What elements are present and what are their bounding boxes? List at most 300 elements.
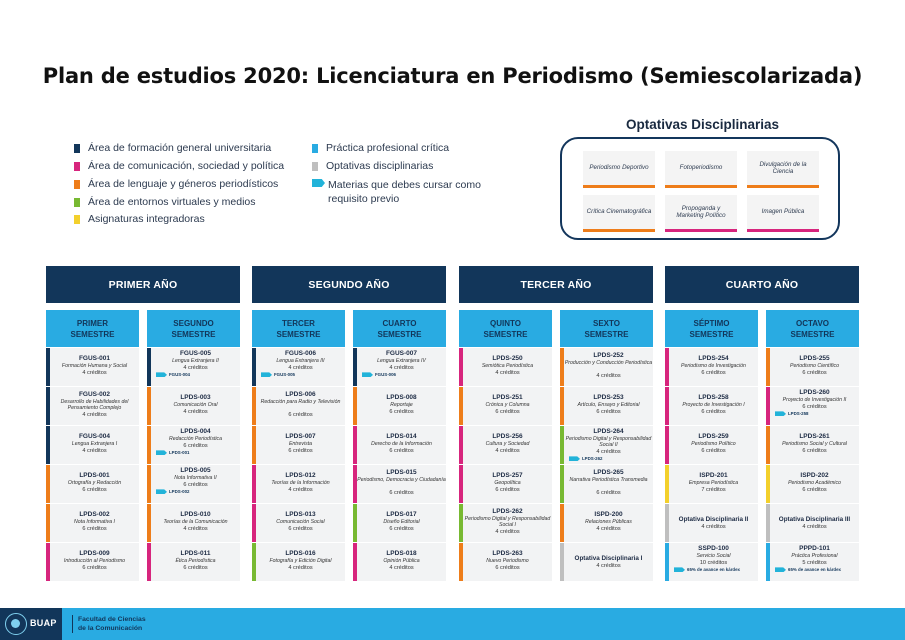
course-name: Lengua Extranjera I [71,441,118,447]
course-credits: 4 créditos [495,529,520,535]
course-credits: 6 créditos [389,526,414,532]
semester-header [459,310,552,347]
course-requisite [156,450,190,456]
requisite-code: LPDS-002 [169,489,190,494]
course-code: ISPD-201 [699,472,728,479]
optativa-label: Propoganda y Marketing Político [676,204,726,219]
course-credits: 4 créditos [389,565,414,571]
page-title: Plan de estudios 2020: Licenciatura en Periodismo (Semiescolarizada) [42,64,863,88]
course-card[interactable] [353,426,446,464]
course-credits: 4 créditos [701,524,726,530]
course-code: FGUS-001 [78,355,111,362]
semester-label-line1: PRIMER [76,318,109,328]
requisite-arrow-icon [156,372,167,377]
course-requisite [156,489,190,495]
semester-label [483,318,527,340]
course-card[interactable] [560,504,653,542]
requisite-arrow-icon [312,179,325,187]
semester-label-line2: SEMESTRE [584,329,629,339]
course-code: LPDS-262 [492,508,523,515]
semester-header [665,310,758,347]
course-name: Geopolítica [494,480,521,486]
course-credits: 4 créditos [495,370,520,376]
requisite-arrow-icon [775,411,786,416]
course-name: Periodismo Social y Cultural [782,441,847,447]
course-name: Lengua Extranjera IV [377,358,426,364]
course-credits: 4 créditos [596,526,621,532]
course-name: Introducción al Periodismo [63,558,126,564]
semester-label [276,318,320,340]
course-credits: 7 créditos [701,487,726,493]
requisite-code: 65% de avance en kárdex [687,567,740,572]
footer [0,608,905,640]
course-card[interactable] [665,348,758,386]
course-card[interactable] [560,426,653,464]
optativa-label: Periodismo Deportivo [589,164,649,172]
course-card[interactable] [252,348,345,386]
semester-label-line1: QUINTO [490,318,521,328]
course-credits: 10 créditos [699,560,728,566]
course-card[interactable] [46,504,139,542]
course-code: LPDS-001 [79,472,110,479]
course-code: LPDS-005 [180,467,211,474]
course-code: LPDS-003 [180,394,211,401]
semester-label-line2: SEMESTRE [790,329,835,339]
semester-label [377,318,421,340]
course-credits: 4 créditos [495,448,520,454]
course-credits: 4 créditos [82,370,107,376]
course-credits: 6 créditos [82,565,107,571]
course-name: Reportaje [390,402,413,408]
course-name: Periodismo Académico [788,480,841,486]
course-card[interactable] [560,387,653,425]
semester-header [147,310,240,347]
course-card[interactable] [560,543,653,581]
course-credits: 6 créditos [288,412,313,418]
course-name: Lengua Extranjera III [276,358,325,364]
course-credits: 6 créditos [389,448,414,454]
course-credits: 6 créditos [802,487,827,493]
course-requisite [569,456,603,462]
course-credits: 6 créditos [701,370,726,376]
semester-header [46,310,139,347]
course-credits: 4 créditos [802,524,827,530]
requisite-code: LPDS-258 [788,411,809,416]
course-requisite [261,372,295,378]
course-credits: 4 créditos [288,487,313,493]
course-card[interactable] [560,465,653,503]
course-code: LPDS-254 [698,355,729,362]
course-card[interactable] [665,543,758,581]
course-card[interactable] [459,426,552,464]
course-name: Periodismo de Investigación [681,363,746,369]
semester-label-line2: SEMESTRE [483,329,528,339]
course-card[interactable] [147,465,240,503]
year-header: CUARTO AÑO [665,266,859,303]
course-credits: 6 créditos [82,526,107,532]
course-name: Artículo, Ensayo y Editorial [577,402,640,408]
course-code: LPDS-253 [593,394,624,401]
optativas-title: Optativas Disciplinarias [625,117,780,132]
semester-label [689,318,733,340]
course-area-stripe [560,543,564,581]
footer-divider [72,615,73,633]
course-code: LPDS-004 [180,428,211,435]
course-card[interactable] [766,387,859,425]
course-name: Teorías de la Información [271,480,330,486]
course-credits: 4 créditos [596,373,621,379]
course-card[interactable] [665,387,758,425]
semester-label-line2: SEMESTRE [689,329,734,339]
course-name: Periodismo Digital y Responsabilidad Social II [565,436,652,449]
semester-header [353,310,446,347]
course-card[interactable] [353,465,446,503]
course-card[interactable] [46,348,139,386]
legend-label: Área de lenguaje y géneros periodísticos [88,178,279,190]
course-name: Práctica Profesional [791,553,838,559]
course-code: LPDS-013 [285,511,316,518]
course-code: FGUS-004 [78,433,111,440]
course-name: Nota Informativa I [74,519,115,525]
legend-label: Optativas disciplinarias [326,160,434,172]
course-card[interactable] [459,387,552,425]
course-credits: 6 créditos [288,448,313,454]
optativa-area-bar [583,185,655,188]
course-card[interactable] [252,504,345,542]
semester-label [171,318,215,340]
course-name: Lengua Extranjera II [172,358,219,364]
university-seal-icon [5,613,27,635]
course-credits: 6 créditos [183,565,208,571]
semester-label-line1: SEGUNDO [173,318,214,328]
course-code: FGUS-006 [284,350,317,357]
course-card[interactable] [560,348,653,386]
semester-header [252,310,345,347]
faculty-line-2: de la Comunicación [78,625,143,632]
course-card[interactable] [766,348,859,386]
course-name: Proyecto de Investigación II [782,397,847,403]
course-credits: 6 créditos [389,409,414,415]
course-name: Entrevista [288,441,313,447]
course-code: ISPD-200 [594,511,623,518]
course-code: LPDS-261 [799,433,830,440]
course-card[interactable] [46,465,139,503]
year-header: TERCER AÑO [459,266,653,303]
course-code: LPDS-251 [492,394,523,401]
course-name: Derecho de la Información [371,441,432,447]
course-code: FGUS-005 [179,350,212,357]
legend-label: Área de formación general universitaria [88,142,272,154]
course-name: Opinión Pública [383,558,420,564]
optativa-area-bar [583,229,655,232]
course-credits: 6 créditos [802,370,827,376]
legend-swatch [74,180,80,189]
course-requisite [775,411,809,417]
course-code: LPDS-006 [285,391,316,398]
course-name: Desarrollo de Habilidades del Pensamiento Complejo [60,399,129,412]
optativa-area-bar [665,185,737,188]
faculty-name [78,615,146,633]
course-card[interactable] [252,465,345,503]
semester-label-line2: SEMESTRE [377,329,422,339]
course-card[interactable] [353,348,446,386]
course-card[interactable] [353,543,446,581]
course-requisite [362,372,396,378]
course-credits: 6 créditos [596,490,621,496]
course-name: Teorías de la Comunicación [163,519,228,525]
buap-logo-text: BUAP [30,618,57,628]
course-card[interactable] [665,426,758,464]
course-credits: 4 créditos [82,448,107,454]
course-code: LPDS-010 [180,511,211,518]
course-card[interactable] [353,387,446,425]
course-credits: 4 créditos [389,365,414,371]
course-credits: 5 créditos [802,560,827,566]
course-card[interactable] [766,465,859,503]
course-code: LPDS-255 [799,355,830,362]
course-code: LPDS-015 [386,469,417,476]
course-credits: 6 créditos [802,404,827,410]
course-credits: 4 créditos [183,409,208,415]
buap-logo [0,608,62,640]
course-name: Servicio Social [696,553,731,559]
optativa-card [665,195,737,229]
optativa-card [583,195,655,229]
course-code: LPDS-002 [79,511,110,518]
legend-label: Área de comunicación, sociedad y política [88,160,285,172]
course-card[interactable] [665,465,758,503]
course-code: LPDS-250 [492,355,523,362]
course-name: Ética Periodística [175,558,216,564]
course-code: LPDS-260 [799,389,830,396]
optativa-label: Fotoperiodismo [679,164,723,172]
requisite-arrow-icon [156,450,167,455]
course-code: LPDS-265 [593,469,624,476]
course-code: SSPD-100 [698,545,729,552]
course-area-stripe [766,504,770,542]
legend-label: Práctica profesional crítica [326,142,450,154]
requisite-arrow-icon [569,456,580,461]
optativa-label: Crítica Cinematográfica [586,208,652,216]
course-code: LPDS-017 [386,511,417,518]
requisite-code: LPDS-262 [582,456,603,461]
course-area-stripe [665,504,669,542]
requisite-code: FGUS-004 [169,372,190,377]
course-code: LPDS-018 [386,550,417,557]
optativa-card [583,151,655,185]
semester-label [790,318,834,340]
semester-label-line2: SEMESTRE [70,329,115,339]
course-credits: 4 créditos [183,526,208,532]
requisite-arrow-icon [674,567,685,572]
course-code: Optativa Disciplinaria II [678,516,749,523]
course-name: Proyecto de Investigación I [682,402,745,408]
course-code: LPDS-264 [593,428,624,435]
course-card[interactable] [147,543,240,581]
course-credits: 4 créditos [596,563,621,569]
legend-swatch [74,144,80,153]
semester-label-line1: SEXTO [593,318,620,328]
course-card[interactable] [46,426,139,464]
course-credits: 4 créditos [596,449,621,455]
course-name: Narrativa Periodística Transmedia [569,477,648,483]
optativa-area-bar [747,185,819,188]
course-requisite [674,567,740,573]
course-name: Ortografía y Redacción [67,480,122,486]
course-credits: 6 créditos [701,448,726,454]
course-code: ISPD-202 [800,472,829,479]
course-code: LPDS-009 [79,550,110,557]
course-credits: 6 créditos [495,565,520,571]
course-card[interactable] [147,504,240,542]
course-card[interactable] [46,543,139,581]
year-header: PRIMER AÑO [46,266,240,303]
semester-label [70,318,114,340]
course-name: Cultura y Sociedad [485,441,530,447]
course-code: LPDS-011 [180,550,211,557]
course-name: Diseño Editorial [383,519,420,525]
requisite-arrow-icon [775,567,786,572]
legend-label: Asignaturas integradoras [88,213,205,225]
course-card[interactable] [252,426,345,464]
legend-label: Área de entornos virtuales y medios [88,196,256,208]
legend-swatch [312,162,318,171]
course-code: LPDS-259 [698,433,729,440]
requisite-arrow-icon [261,372,272,377]
semester-label-line1: CUARTO [382,318,417,328]
requisite-arrow-icon [156,489,167,494]
legend-label: Materias que debes cursar como requisito previo [328,179,481,205]
course-card[interactable] [459,504,552,542]
course-credits: 6 créditos [389,490,414,496]
course-code: FGUS-007 [385,350,418,357]
course-name: Redacción para Radio y Televisión [260,399,341,405]
course-name: Comunicación Oral [173,402,218,408]
course-name: Periodismo Científico [789,363,839,369]
course-card[interactable] [252,543,345,581]
course-code: LPDS-016 [285,550,316,557]
requisite-code: FGUS-005 [274,372,295,377]
course-name: Comunicación Social [276,519,325,525]
semester-header [560,310,653,347]
legend-swatch [74,162,80,171]
course-code: LPDS-252 [593,352,624,359]
course-name: Periodismo Político [691,441,736,447]
course-requisite [156,372,190,378]
course-card[interactable] [46,387,139,425]
course-credits: 6 créditos [183,443,208,449]
optativa-label: Imagen Pública [761,208,805,216]
course-name: Crónica y Columna [485,402,530,408]
semester-label-line2: SEMESTRE [276,329,321,339]
course-code: Optativa Disciplinaria III [778,516,851,523]
course-name: Periodismo, Democracia y Ciudadanía [357,477,446,483]
requisite-arrow-icon [362,372,373,377]
course-card[interactable] [665,504,758,542]
requisite-code: FGUS-006 [375,372,396,377]
course-code: LPDS-008 [386,394,417,401]
course-credits: 6 créditos [288,526,313,532]
course-code: LPDS-263 [492,550,523,557]
course-card[interactable] [766,543,859,581]
course-name: Redacción Periodística [168,436,223,442]
optativa-card [665,151,737,185]
course-credits: 6 créditos [802,448,827,454]
course-code: PPPD-101 [799,545,830,552]
semester-label-line1: SÉPTIMO [693,318,730,328]
course-credits: 6 créditos [495,409,520,415]
course-name: Empresa Periodística [688,480,739,486]
course-name: Relaciones Públicas [585,519,632,525]
course-code: LPDS-014 [386,433,417,440]
course-credits: 6 créditos [183,482,208,488]
course-card[interactable] [252,387,345,425]
course-name: Producción y Conducción Periodística [564,360,653,366]
optativa-card [747,151,819,185]
course-credits: 4 créditos [183,365,208,371]
legend-swatch [312,144,318,153]
optativa-area-bar [665,229,737,232]
legend-swatch [74,198,80,207]
optativa-label: Divulgación de la Ciencia [759,160,807,175]
semester-label-line2: SEMESTRE [171,329,216,339]
course-name: Nuevo Periodismo [486,558,529,564]
semester-label [584,318,628,340]
course-name: Formación Humana y Social [61,363,128,369]
course-card[interactable] [353,504,446,542]
course-card[interactable] [147,387,240,425]
course-card[interactable] [766,426,859,464]
faculty-line-1: Facultad de Ciencias [78,616,146,623]
course-code: LPDS-256 [492,433,523,440]
course-credits: 6 créditos [495,487,520,493]
course-credits: 6 créditos [82,487,107,493]
course-credits: 4 créditos [82,412,107,418]
legend-swatch [74,215,80,224]
course-card[interactable] [147,426,240,464]
course-card[interactable] [147,348,240,386]
semester-label-line1: TERCER [282,318,315,328]
course-requisite [775,567,841,573]
requisite-code: LPDS-001 [169,450,190,455]
course-card[interactable] [459,465,552,503]
course-name: Semiótica Periodística [481,363,534,369]
semester-header [766,310,859,347]
course-card[interactable] [766,504,859,542]
course-name: Periodismo Digital y Responsabilidad Social I [464,516,551,529]
course-name: Nota Informativa II [174,475,217,481]
optativa-card [747,195,819,229]
course-code: LPDS-258 [698,394,729,401]
course-credits: 6 créditos [701,409,726,415]
requisite-code: 65% de avance en kárdex [788,567,841,572]
course-credits: 4 créditos [288,565,313,571]
optativa-area-bar [747,229,819,232]
course-code: LPDS-257 [492,472,523,479]
course-code: LPDS-012 [285,472,316,479]
course-code: LPDS-007 [285,433,316,440]
course-name: Fotografía y Edición Digital [269,558,332,564]
course-code: FGUS-002 [78,391,111,398]
course-credits: 4 créditos [288,365,313,371]
course-card[interactable] [459,348,552,386]
course-code: Optativa Disciplinaria I [574,555,643,562]
course-credits: 6 créditos [596,409,621,415]
semester-label-line1: OCTAVO [795,318,830,328]
course-card[interactable] [459,543,552,581]
optativas-box [560,137,840,240]
year-header: SEGUNDO AÑO [252,266,446,303]
